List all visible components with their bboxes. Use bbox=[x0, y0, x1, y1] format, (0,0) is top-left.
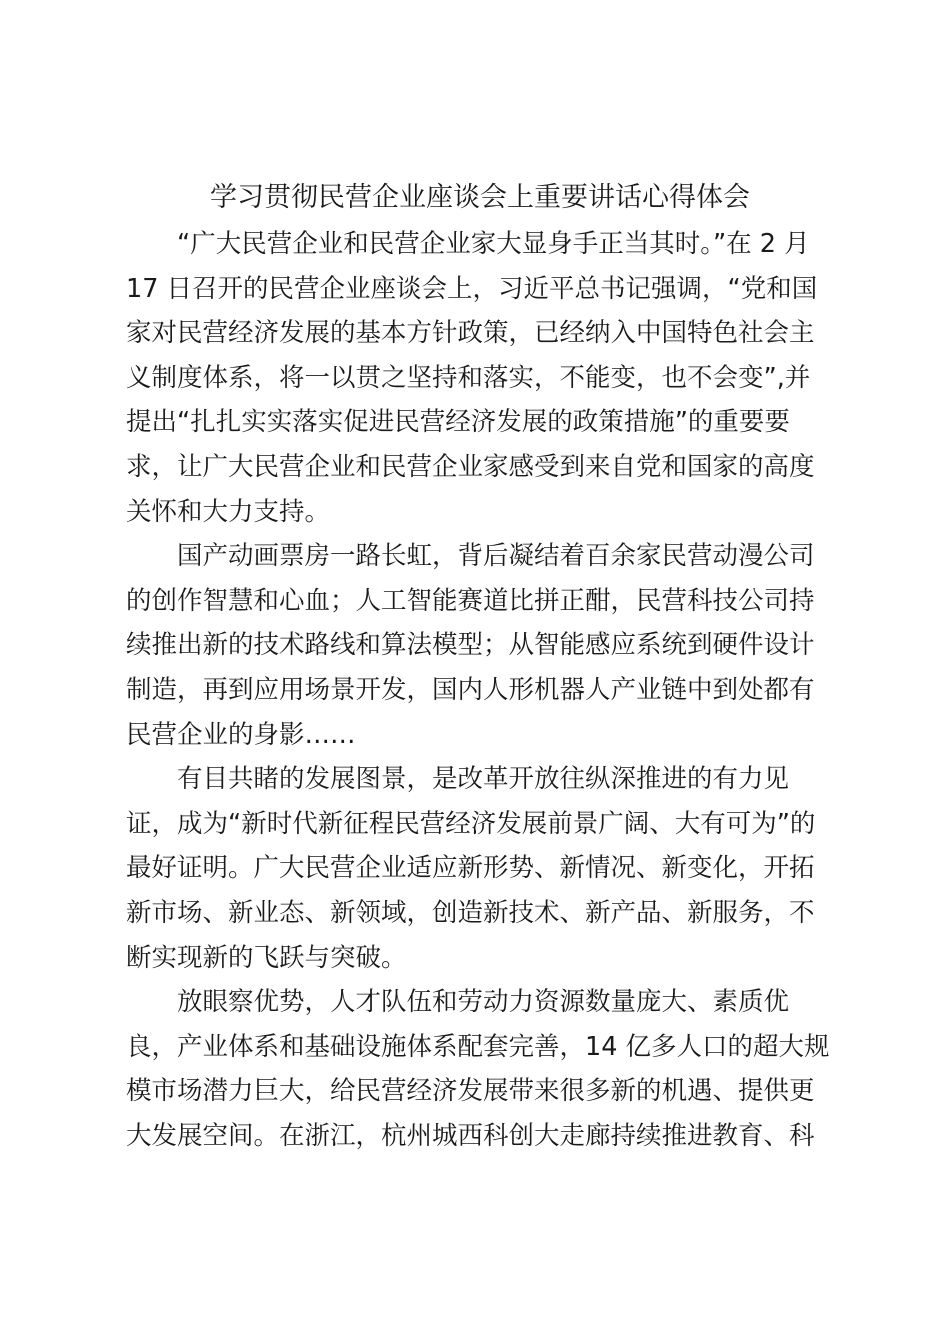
paragraph-line: 国产动画票房一路长虹，背后凝结着百余家民营动漫公司 bbox=[177, 541, 815, 572]
paragraph-line: 义制度体系，将一以贯之坚持和落实，不能变，也不会变”,并 bbox=[126, 362, 811, 393]
paragraph-line: 制造，再到应用场景开发，国内人形机器人产业链中到处都有 bbox=[126, 674, 815, 705]
paragraph-line: 有目共睹的发展图景，是改革开放往纵深推进的有力见 bbox=[177, 764, 790, 795]
paragraph-line: 求，让广大民营企业和民营企业家感受到来自党和国家的高度 bbox=[126, 451, 815, 482]
paragraph-line: 续推出新的技术路线和算法模型；从智能感应系统到硬件设计 bbox=[126, 630, 815, 661]
paragraph-line: 提出“扎扎实实落实促进民营经济发展的政策措施”的重要要 bbox=[126, 407, 790, 438]
paragraph-line: 模市场潜力巨大，给民营经济发展带来很多新的机遇、提供更 bbox=[126, 1076, 815, 1107]
paragraph-line: 断实现新的飞跃与突破。 bbox=[126, 942, 407, 973]
document-body bbox=[126, 222, 830, 1158]
paragraph-line: 关怀和大力支持。 bbox=[126, 496, 331, 527]
paragraph-3 bbox=[126, 757, 826, 980]
document-title: 学习贯彻民营企业座谈会上重要讲话心得体会 bbox=[210, 182, 750, 213]
paragraph-line: 家对民营经济发展的基本方针政策，已经纳入中国特色社会主 bbox=[126, 318, 815, 349]
paragraph-line: “广大民营企业和民营企业家大显身手正当其时。”在 2 月 bbox=[177, 229, 810, 259]
paragraph-line: 新市场、新业态、新领域，创造新技术、新产品、新服务，不 bbox=[126, 897, 815, 928]
paragraph-line: 证，成为“新时代新征程民营经济发展前景广阔、大有可为”的 bbox=[126, 808, 816, 839]
paragraph-line: 17 日召开的民营企业座谈会上，习近平总书记强调，“党和国 bbox=[126, 273, 818, 304]
paragraph-line: 最好证明。广大民营企业适应新形势、新情况、新变化，开拓 bbox=[126, 853, 815, 884]
paragraph-1 bbox=[126, 222, 826, 534]
paragraph-line: 大发展空间。在浙江，杭州城西科创大走廊持续推进教育、科 bbox=[126, 1120, 815, 1151]
paragraph-line: 的创作智慧和心血；人工智能赛道比拼正酣，民营科技公司持 bbox=[126, 585, 815, 616]
paragraph-line: 放眼察优势，人才队伍和劳动力资源数量庞大、素质优 bbox=[177, 987, 790, 1018]
paragraph-line: 良，产业体系和基础设施体系配套完善，14 亿多人口的超大规 bbox=[126, 1031, 830, 1062]
paragraph-line: 民营企业的身影…… bbox=[126, 719, 356, 750]
paragraph-4 bbox=[126, 980, 830, 1158]
paragraph-2 bbox=[126, 534, 826, 757]
